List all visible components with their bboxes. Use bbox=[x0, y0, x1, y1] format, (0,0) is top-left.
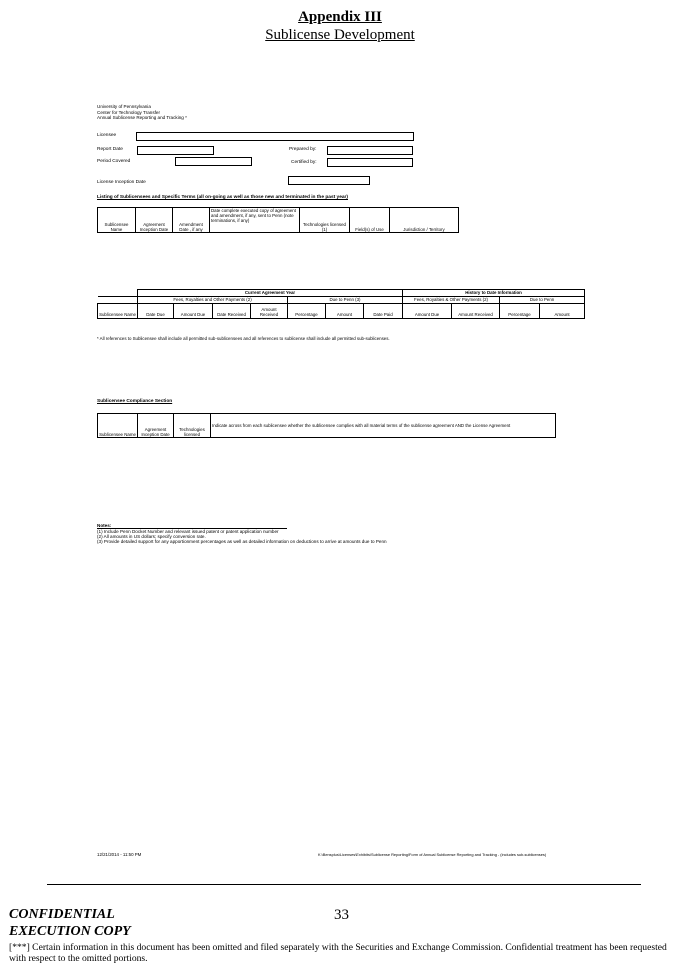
listing-table bbox=[97, 207, 459, 233]
period-covered-label: Period Covered bbox=[97, 159, 131, 164]
agreement-header: Percentage bbox=[288, 303, 326, 318]
listing-header: Field(s) of Use bbox=[350, 208, 390, 233]
agreement-header: Amount Received bbox=[251, 303, 288, 318]
compliance-table bbox=[97, 413, 556, 438]
agreement-header: Date Received bbox=[213, 303, 251, 318]
fees-history-header: Fees, Royalties & Other Payments (2) bbox=[403, 296, 500, 303]
notes-block bbox=[97, 523, 387, 544]
note-item: (2) All amounts in US dollars; specify conversion rate. bbox=[97, 534, 206, 539]
agreement-header: Amount Received bbox=[452, 303, 500, 318]
listing-header: Date complete executed copy of agreement and amendment, if any, sent to Penn (note terminations, if any) bbox=[210, 208, 300, 233]
notes-title: Notes: bbox=[97, 523, 112, 528]
sublicensee-footnote: * All references to Sublicensee shall include all permitted sub-sublicensees and all references to sublicense shall include all permitted sub-sublicenses. bbox=[97, 336, 390, 341]
omission-disclaimer: [***] Certain information in this document has been omitted and filed separately with the Securities and Exchange Commission. Confidential treatment has been requested with respect to the omitted portions. bbox=[9, 942, 667, 964]
institution-line: University of Pennsylvania bbox=[97, 104, 151, 109]
prepared-by-label: Prepared by: bbox=[289, 147, 317, 152]
execution-copy-label: EXECUTION COPY bbox=[9, 924, 131, 939]
certified-by-field[interactable] bbox=[327, 158, 413, 167]
report-date-field[interactable] bbox=[137, 146, 214, 155]
appendix-subtitle: Sublicense Development bbox=[265, 27, 415, 43]
footer-rule bbox=[47, 884, 641, 885]
listing-title: Listing of Sublicensees and Specific Terms (all on-going as well as those new and terminated in the past year) bbox=[97, 195, 349, 200]
page-number: 33 bbox=[334, 907, 349, 923]
inception-date-label: License Inception Date bbox=[97, 180, 146, 185]
compliance-header: Sublicensee Name bbox=[98, 414, 138, 438]
history-header: History to Date Information bbox=[403, 290, 585, 297]
compliance-header: Indicate across from each sublicensee whether the sublicensee complies with all material terms of the sublicense agreement AND the License Agreement bbox=[211, 414, 556, 438]
licensee-label: Licensee bbox=[97, 133, 117, 138]
listing-header: Agreement Inception Date bbox=[136, 208, 173, 233]
confidential-marking bbox=[9, 906, 131, 940]
listing-header: Sublicensee Name bbox=[98, 208, 136, 233]
agreement-header: Amount Due bbox=[403, 303, 452, 318]
print-timestamp: 12/21/2014 - 11:50 PM bbox=[97, 852, 142, 857]
agreement-header: Amount bbox=[326, 303, 364, 318]
institution-line: Annual Sublicense Reporting and Tracking * bbox=[97, 115, 187, 121]
inception-date-field[interactable] bbox=[288, 176, 370, 185]
note-item: (3) Provide detailed support for any apportionment percentages as well as detailed information on deductions to arrive at amounts due to Penn bbox=[97, 539, 387, 544]
compliance-header: Technologies licensed bbox=[174, 414, 211, 438]
appendix-title: Appendix III bbox=[298, 9, 382, 25]
confidential-label: CONFIDENTIAL bbox=[9, 907, 115, 922]
listing-header: Technologies licensed (1) bbox=[300, 208, 350, 233]
agreement-header: Date Due bbox=[138, 303, 174, 318]
licensee-field[interactable] bbox=[136, 132, 414, 141]
certified-by-label: Certified by: bbox=[291, 160, 317, 165]
report-date-label: Report Date bbox=[97, 147, 123, 152]
agreement-header: Amount bbox=[540, 303, 585, 318]
prepared-by-field[interactable] bbox=[327, 146, 413, 155]
period-covered-field[interactable] bbox=[175, 157, 252, 166]
compliance-title: Sublicensee Compliance Section bbox=[97, 399, 173, 404]
agreement-header: Sublicensee Name bbox=[98, 303, 138, 318]
agreement-table bbox=[97, 289, 585, 319]
listing-header: Jurisdiction / Territory bbox=[390, 208, 459, 233]
note-item: (1) Include Penn Docket Number and relevant issued patent or patent application number bbox=[97, 528, 287, 534]
agreement-header: Date Paid bbox=[364, 303, 403, 318]
page-heading bbox=[0, 8, 680, 44]
listing-header: Amendment Date , if any bbox=[173, 208, 210, 233]
due-penn-history-header: Due to Penn bbox=[500, 296, 585, 303]
compliance-header: Agreement Inception Date bbox=[138, 414, 174, 438]
fees-current-header: Fees, Royalties and Other Payments (2) bbox=[138, 296, 288, 303]
agreement-header: Amount Due bbox=[174, 303, 213, 318]
print-file-path: K:\Bensplus\Licenses\Exhibits\Sublicense Reporting\Form of Annual Sublicense Reporting and Tracking - (includes sub-sublicenses) bbox=[318, 852, 547, 857]
institution-line: Center for Technology Transfer bbox=[97, 109, 160, 115]
institution-block bbox=[97, 104, 187, 121]
agreement-header: Percentage bbox=[500, 303, 540, 318]
due-penn-current-header: Due to Penn (3) bbox=[288, 296, 403, 303]
current-year-header: Current Agreement Year bbox=[138, 290, 403, 297]
